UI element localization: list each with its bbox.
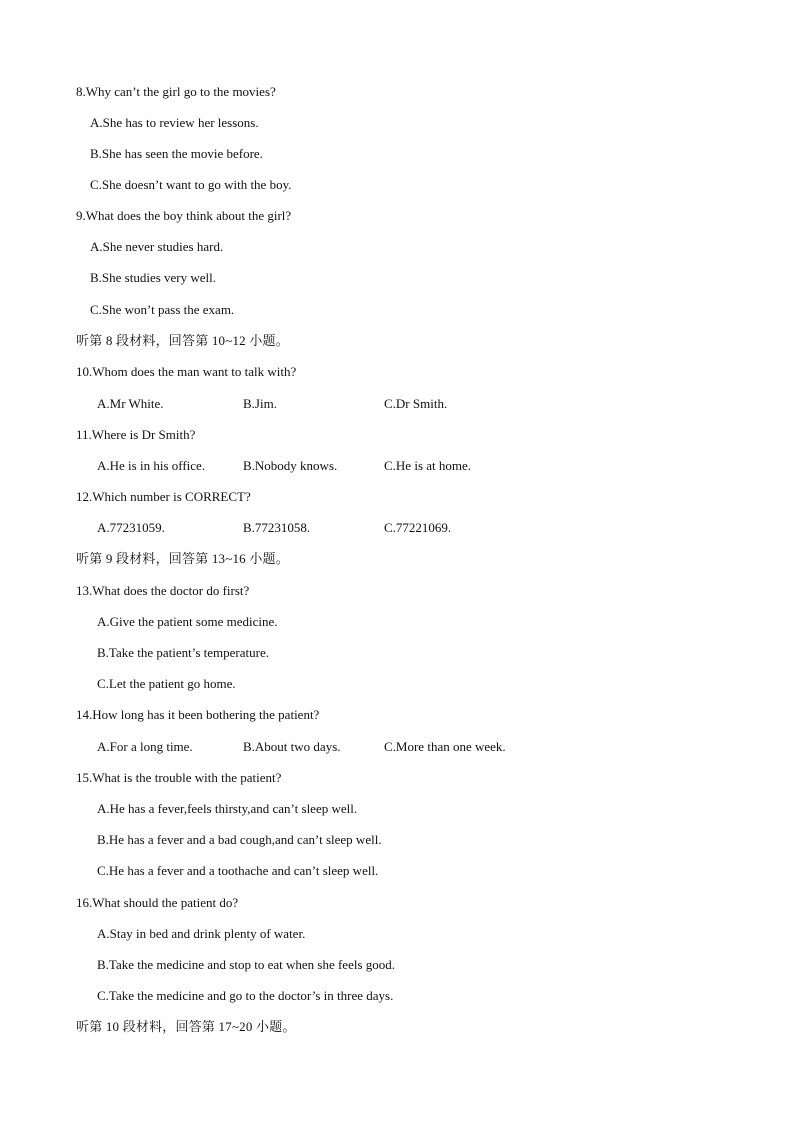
question-10-options <box>97 396 657 412</box>
section-10-heading: 听第 10 段材料，回答第 17~20 小题。 <box>76 1019 296 1034</box>
section-9-heading: 听第 9 段材料，回答第 13~16 小题。 <box>76 551 289 566</box>
question-14-stem: 14.How long has it been bothering the patient? <box>76 707 320 722</box>
question-12-option-b: B.77231058. <box>243 520 311 535</box>
question-13-option-c: C.Let the patient go home. <box>97 676 236 691</box>
question-16-stem: 16.What should the patient do? <box>76 895 239 910</box>
question-8-option-b: B.She has seen the movie before. <box>90 146 263 161</box>
question-8-option-a: A.She has to review her lessons. <box>90 115 259 130</box>
question-9-option-c: C.She won’t pass the exam. <box>90 302 235 317</box>
question-15-option-c: C.He has a fever and a toothache and can’t sleep well. <box>97 863 379 878</box>
question-10-stem: 10.Whom does the man want to talk with? <box>76 364 297 379</box>
question-16-option-b: B.Take the medicine and stop to eat when she feels good. <box>97 957 396 972</box>
question-14-option-a: A.For a long time. <box>97 739 193 754</box>
question-10-option-b: B.Jim. <box>243 396 277 411</box>
question-12-options <box>97 520 657 536</box>
question-11-option-c: C.He is at home. <box>384 458 472 473</box>
question-9-option-a: A.She never studies hard. <box>90 239 224 254</box>
question-15-option-b: B.He has a fever and a bad cough,and can’t sleep well. <box>97 832 382 847</box>
question-16-option-a: A.Stay in bed and drink plenty of water. <box>97 926 306 941</box>
question-12-option-c: C.77221069. <box>384 520 452 535</box>
question-14-options <box>97 739 657 755</box>
question-11-option-a: A.He is in his office. <box>97 458 206 473</box>
question-9-stem: 9.What does the boy think about the girl? <box>76 208 292 223</box>
question-12-option-a: A.77231059. <box>97 520 165 535</box>
question-11-options <box>97 458 657 474</box>
question-16-option-c: C.Take the medicine and go to the doctor’s in three days. <box>97 988 394 1003</box>
question-10-option-a: A.Mr White. <box>97 396 164 411</box>
question-15-option-a: A.He has a fever,feels thirsty,and can’t sleep well. <box>97 801 358 816</box>
question-15-stem: 15.What is the trouble with the patient? <box>76 770 282 785</box>
question-13-option-a: A.Give the patient some medicine. <box>97 614 278 629</box>
question-14-option-c: C.More than one week. <box>384 739 506 754</box>
question-13-option-b: B.Take the patient’s temperature. <box>97 645 269 660</box>
question-12-stem: 12.Which number is CORRECT? <box>76 489 251 504</box>
question-8-stem: 8.Why can’t the girl go to the movies? <box>76 84 276 99</box>
question-11-stem: 11.Where is Dr Smith? <box>76 427 196 442</box>
question-8-option-c: C.She doesn’t want to go with the boy. <box>90 177 292 192</box>
question-9-option-b: B.She studies very well. <box>90 270 217 285</box>
question-10-option-c: C.Dr Smith. <box>384 396 448 411</box>
question-11-option-b: B.Nobody knows. <box>243 458 338 473</box>
section-8-heading: 听第 8 段材料，回答第 10~12 小题。 <box>76 333 289 348</box>
question-13-stem: 13.What does the doctor do first? <box>76 583 250 598</box>
question-14-option-b: B.About two days. <box>243 739 341 754</box>
